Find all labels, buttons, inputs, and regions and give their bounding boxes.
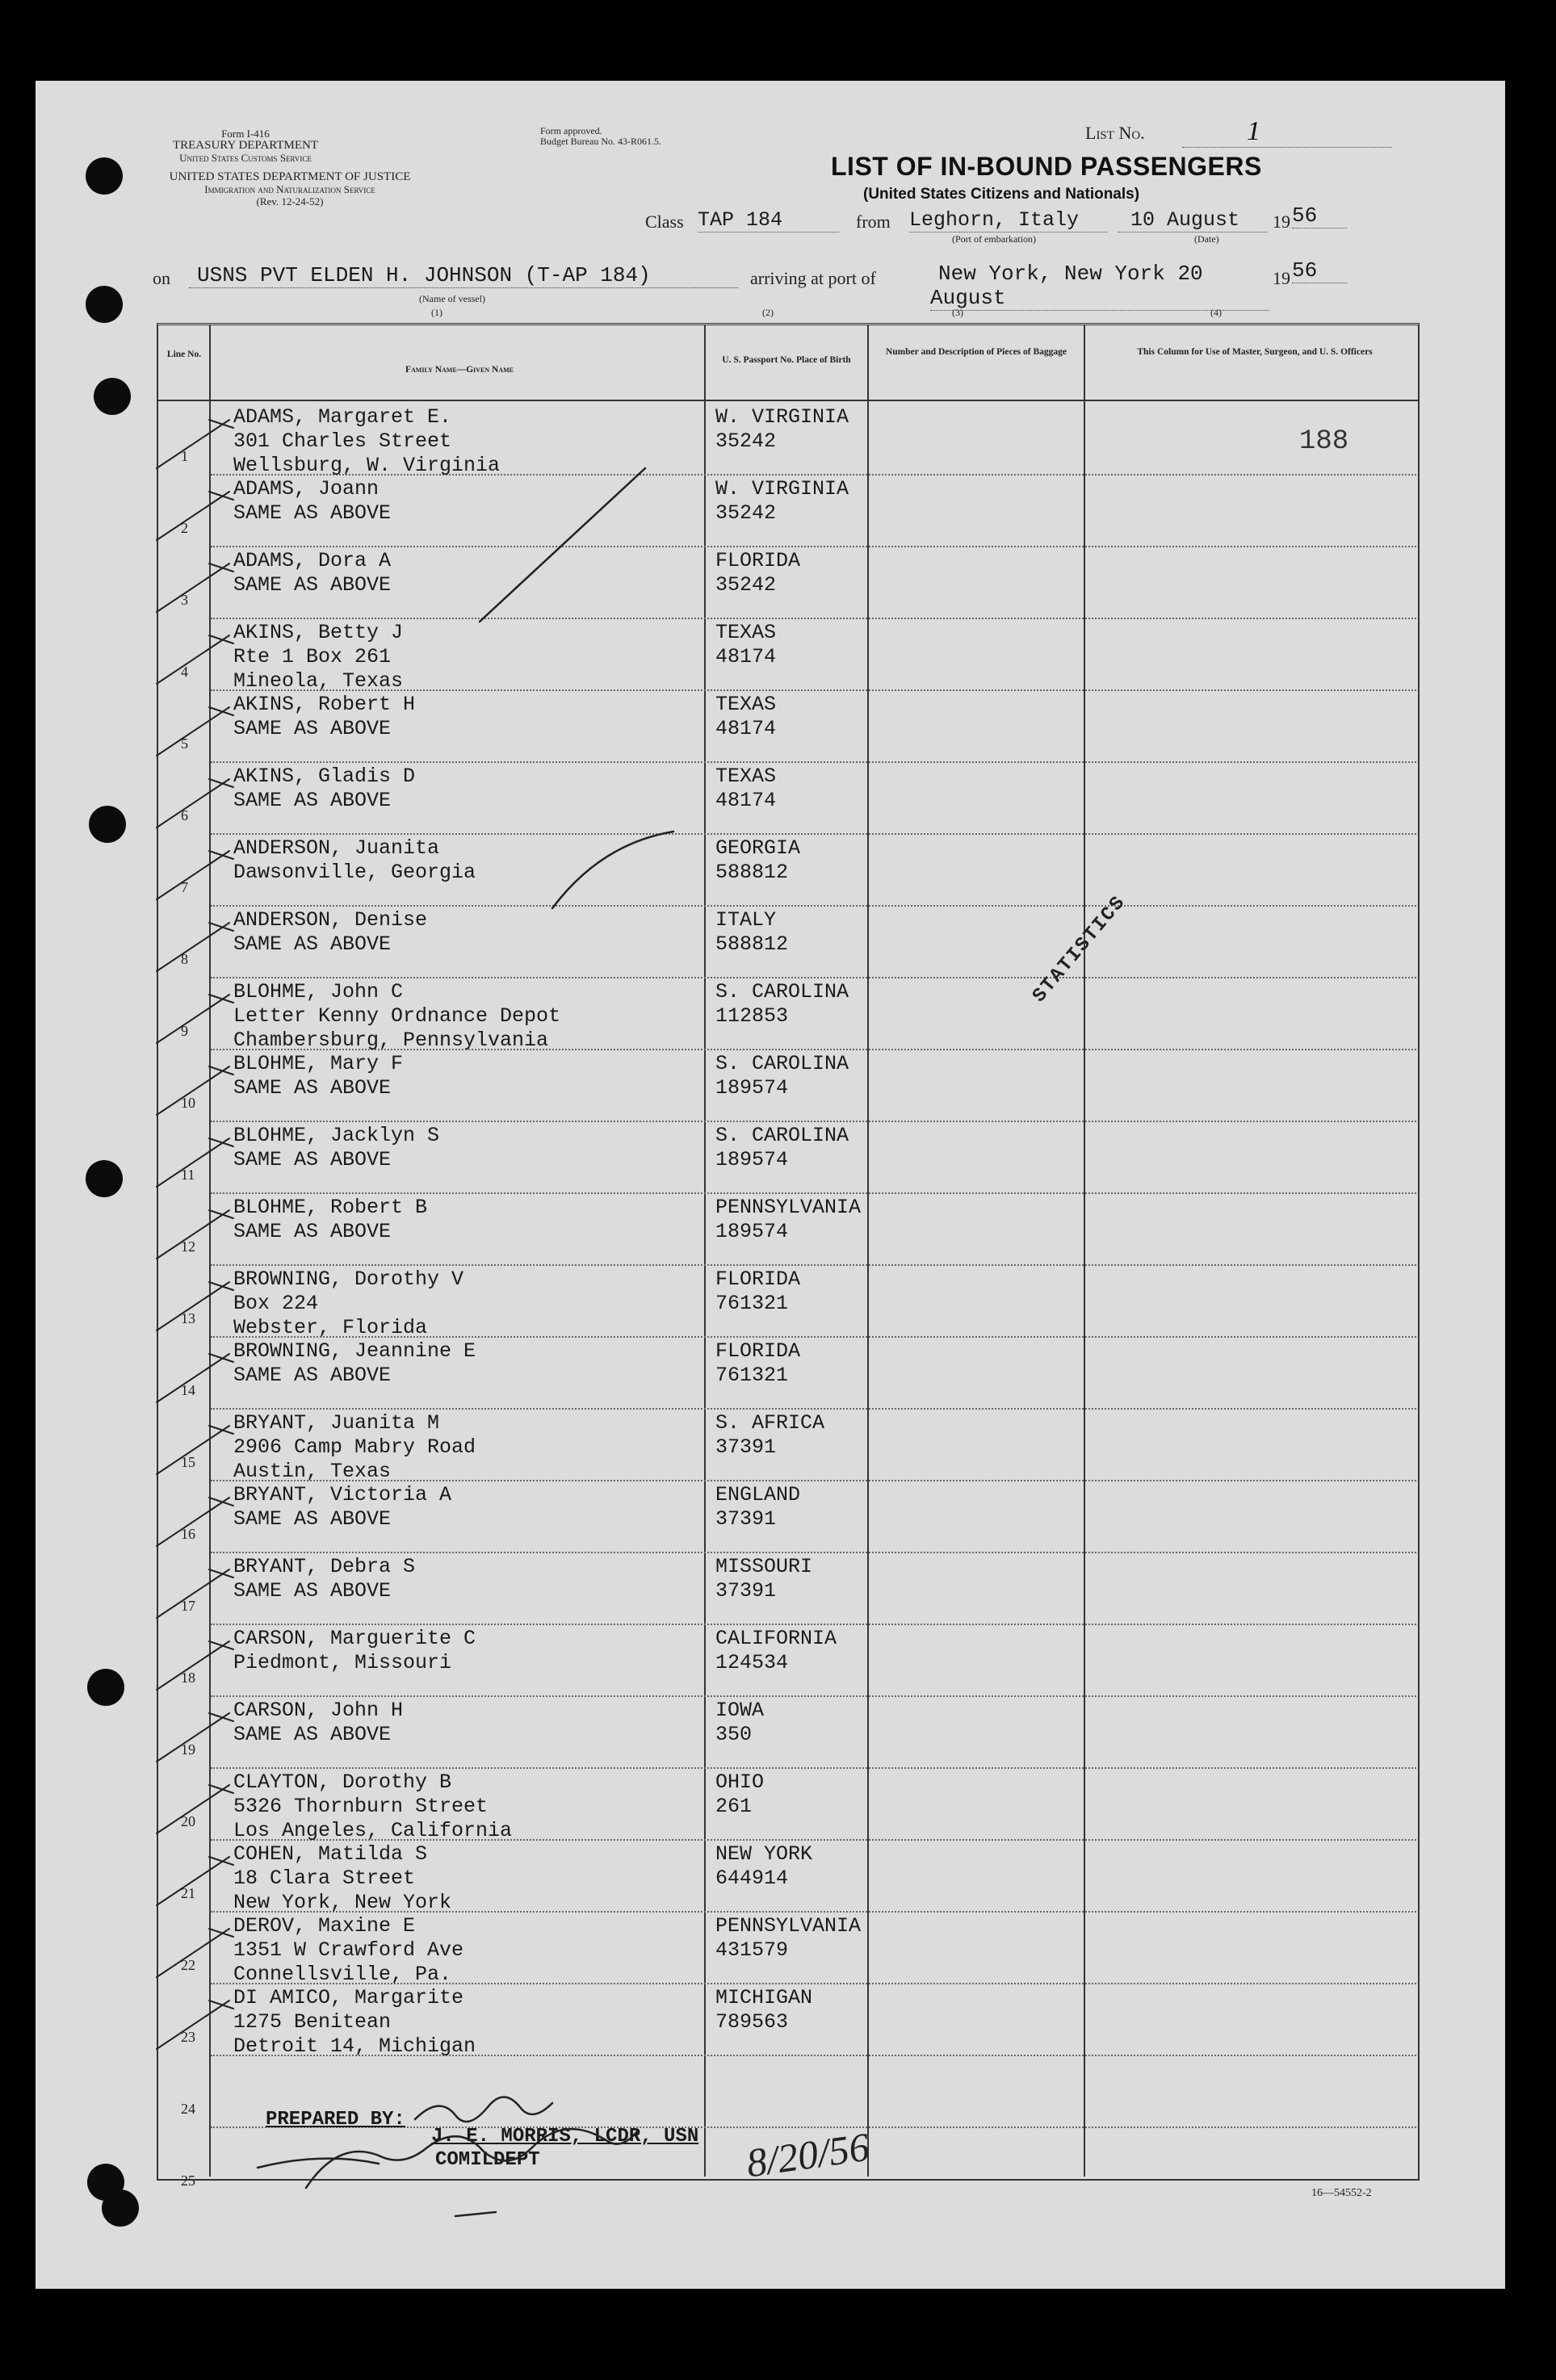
form-line: UNITED STATES DEPARTMENT OF JUSTICE xyxy=(169,170,411,183)
passenger-name: AKINS, Gladis D SAME AS ABOVE xyxy=(233,765,416,812)
tick-mark xyxy=(157,1785,233,1833)
passenger-name: BRYANT, Victoria A SAME AS ABOVE xyxy=(233,1483,452,1531)
line-number: 10 xyxy=(181,1095,195,1111)
place-of-birth: MICHIGAN 789563 xyxy=(715,1986,813,2034)
passenger-name: ANDERSON, Juanita Dawsonville, Georgia xyxy=(233,836,476,884)
signature-stroke xyxy=(306,2129,637,2188)
passenger-name: AKINS, Betty J Rte 1 Box 261 Mineola, Texas xyxy=(233,621,404,693)
passenger-name: BLOHME, Robert B SAME AS ABOVE xyxy=(233,1196,428,1243)
year-prefix: 19 xyxy=(1273,212,1290,232)
tick-mark xyxy=(157,1569,233,1618)
form-line: United States Customs Service xyxy=(179,152,312,164)
form-code: 16—54552-2 xyxy=(1311,2187,1372,2199)
line-number: 7 xyxy=(181,879,188,895)
prepared-by-label: PREPARED BY: xyxy=(266,2109,405,2131)
place-of-birth: TEXAS 48174 xyxy=(715,693,777,740)
place-of-birth: S. CAROLINA 189574 xyxy=(715,1124,849,1171)
pen-marks xyxy=(36,81,1505,2289)
col-number-3: (3) xyxy=(952,307,963,318)
tick-mark xyxy=(157,707,233,756)
passenger-name: BLOHME, Jacklyn S SAME AS ABOVE xyxy=(233,1124,440,1171)
signature-stroke xyxy=(258,2159,379,2168)
line-number: 25 xyxy=(181,2173,195,2189)
line-number: 3 xyxy=(181,592,188,608)
page-subtitle: (United States Citizens and Nationals) xyxy=(863,186,1140,203)
line-number: 9 xyxy=(181,1023,188,1039)
passenger-name: ADAMS, Margaret E. 301 Charles Street Wellsburg, W. Virginia xyxy=(233,405,501,477)
tick-mark xyxy=(157,492,233,540)
date-caption: (Date) xyxy=(1194,233,1219,245)
checkmark xyxy=(552,832,673,908)
line-number: 17 xyxy=(181,1598,195,1614)
place-of-birth: OHIO 261 xyxy=(715,1770,765,1818)
statistics-stamp: STATISTICS xyxy=(1029,891,1131,1008)
line-number: 5 xyxy=(181,735,188,752)
tick-mark xyxy=(157,1426,233,1474)
tick-mark xyxy=(157,1282,233,1330)
handwritten-date: 8/20/56 xyxy=(743,2123,872,2186)
passenger-name: ADAMS, Joann SAME AS ABOVE xyxy=(233,477,392,525)
prepared-by-name: J. E. MORRIS, LCDR, USN xyxy=(431,2126,699,2147)
passenger-name: DEROV, Maxine E 1351 W Crawford Ave Connellsville, Pa. xyxy=(233,1914,464,1986)
place-of-birth: W. VIRGINIA 35242 xyxy=(715,405,849,453)
list-no-label: List No. xyxy=(1085,123,1145,143)
port-of-embarkation: Leghorn, Italy xyxy=(909,208,1107,233)
tick-mark xyxy=(157,2001,233,2049)
passenger-name: BROWNING, Dorothy V Box 224 Webster, Florida xyxy=(233,1268,464,1339)
passenger-name: CARSON, Marguerite C Piedmont, Missouri xyxy=(233,1627,476,1674)
passenger-name: AKINS, Robert H SAME AS ABOVE xyxy=(233,693,416,740)
passenger-name: CLAYTON, Dorothy B 5326 Thornburn Street Los Angeles, California xyxy=(233,1770,513,1842)
place-of-birth: S. AFRICA 37391 xyxy=(715,1411,825,1459)
passenger-name: BRYANT, Juanita M 2906 Camp Mabry Road Austin, Texas xyxy=(233,1411,476,1483)
passenger-name: BLOHME, John C Letter Kenny Ordnance Depot Chambersburg, Pennsylvania xyxy=(233,980,561,1052)
header-line-no: Line No. xyxy=(166,350,202,359)
signature-stroke xyxy=(415,2097,552,2122)
port-caption: (Port of embarkation) xyxy=(952,233,1036,245)
line-number: 15 xyxy=(181,1454,195,1470)
tick-mark xyxy=(157,420,233,468)
place-of-birth: S. CAROLINA 112853 xyxy=(715,980,849,1028)
arriving-label: arriving at port of xyxy=(750,268,876,288)
signature-stroke xyxy=(455,2212,496,2216)
passenger-name: BROWNING, Jeannine E SAME AS ABOVE xyxy=(233,1339,476,1387)
approval-line: Form approved. xyxy=(540,125,602,136)
passenger-manifest-page xyxy=(36,81,1505,2289)
line-number: 4 xyxy=(181,664,188,680)
page-title: LIST OF IN-BOUND PASSENGERS xyxy=(831,152,1262,181)
line-number: 20 xyxy=(181,1813,195,1829)
passenger-name: COHEN, Matilda S 18 Clara Street New York, New York xyxy=(233,1842,452,1914)
place-of-birth: MISSOURI 37391 xyxy=(715,1555,813,1603)
tick-mark xyxy=(157,1354,233,1402)
col-number-4: (4) xyxy=(1210,307,1222,318)
passenger-name: ADAMS, Dora A SAME AS ABOVE xyxy=(233,549,392,597)
line-number: 14 xyxy=(181,1382,195,1398)
officer-note: 188 xyxy=(1299,426,1349,457)
passenger-name: ANDERSON, Denise SAME AS ABOVE xyxy=(233,908,428,956)
tick-mark xyxy=(157,1138,233,1187)
tick-mark xyxy=(157,923,233,971)
place-of-birth: ITALY 588812 xyxy=(715,908,789,956)
col-number-2: (2) xyxy=(762,307,774,318)
line-number: 13 xyxy=(181,1310,195,1326)
from-label: from xyxy=(856,212,891,232)
passenger-name: DI AMICO, Margarite 1275 Benitean Detroit 14, Michigan xyxy=(233,1986,476,2058)
prepared-by-dept: COMILDEPT xyxy=(435,2149,540,2171)
form-line: Form I-416 xyxy=(221,128,270,140)
on-label: on xyxy=(153,268,170,288)
place-of-birth: GEORGIA 588812 xyxy=(715,836,801,884)
form-line: (Rev. 12-24-52) xyxy=(256,195,324,207)
line-number: 18 xyxy=(181,1670,195,1686)
place-of-birth: PENNSYLVANIA 189574 xyxy=(715,1196,862,1243)
tick-mark xyxy=(157,1929,233,1977)
checkmark xyxy=(480,468,645,622)
place-of-birth: PENNSYLVANIA 431579 xyxy=(715,1914,862,1962)
arrival-year-prefix: 19 xyxy=(1273,268,1290,288)
form-line: TREASURY DEPARTMENT xyxy=(172,139,319,152)
line-number: 1 xyxy=(181,448,188,464)
class-value: TAP 184 xyxy=(698,208,839,233)
header-name: Family Name—Given Name xyxy=(405,365,514,375)
passenger-name: BRYANT, Debra S SAME AS ABOVE xyxy=(233,1555,416,1603)
line-number: 2 xyxy=(181,520,188,536)
tick-mark xyxy=(157,635,233,684)
tick-mark xyxy=(157,1641,233,1690)
place-of-birth: NEW YORK 644914 xyxy=(715,1842,813,1890)
line-number: 24 xyxy=(181,2101,195,2117)
embarkation-date-value: 10 August xyxy=(1130,208,1240,232)
passenger-name: CARSON, John H SAME AS ABOVE xyxy=(233,1699,404,1746)
place-of-birth: ENGLAND 37391 xyxy=(715,1483,801,1531)
place-of-birth: FLORIDA 761321 xyxy=(715,1339,801,1387)
place-of-birth: IOWA 350 xyxy=(715,1699,765,1746)
place-of-birth: W. VIRGINIA 35242 xyxy=(715,477,849,525)
tick-mark xyxy=(157,1498,233,1546)
tick-mark xyxy=(157,779,233,828)
place-of-birth: TEXAS 48174 xyxy=(715,765,777,812)
arrival-port-value: New York, New York 20 August xyxy=(930,262,1203,310)
place-of-birth: TEXAS 48174 xyxy=(715,621,777,668)
line-number: 11 xyxy=(181,1167,195,1183)
header-baggage: Number and Description of Pieces of Baggage xyxy=(885,347,1067,357)
place-of-birth: FLORIDA 761321 xyxy=(715,1268,801,1315)
header-officers: This Column for Use of Master, Surgeon, and U. S. Officers xyxy=(1137,347,1373,357)
tick-mark xyxy=(157,1066,233,1115)
list-no-value: 1 xyxy=(1247,116,1260,146)
line-number: 21 xyxy=(181,1885,195,1901)
tick-mark xyxy=(157,564,233,612)
header-passport: U. S. Passport No. Place of Birth xyxy=(722,355,851,365)
place-of-birth: S. CAROLINA 189574 xyxy=(715,1052,849,1100)
line-number: 22 xyxy=(181,1957,195,1973)
passenger-name: BLOHME, Mary F SAME AS ABOVE xyxy=(233,1052,404,1100)
line-number: 6 xyxy=(181,807,188,823)
line-number: 16 xyxy=(181,1526,195,1542)
line-number: 23 xyxy=(181,2029,195,2045)
vessel-caption: (Name of vessel) xyxy=(419,293,485,304)
vessel-col-number: (1) xyxy=(431,307,442,318)
line-number: 19 xyxy=(181,1741,195,1758)
place-of-birth: FLORIDA 35242 xyxy=(715,549,801,597)
tick-mark xyxy=(157,1210,233,1259)
class-label: Class xyxy=(645,212,684,232)
approval-line: Budget Bureau No. 43-R061.5. xyxy=(540,136,661,147)
place-of-birth: CALIFORNIA 124534 xyxy=(715,1627,837,1674)
year-value: 56 xyxy=(1292,203,1347,228)
vessel-name-value: USNS PVT ELDEN H. JOHNSON (T-AP 184) xyxy=(197,263,651,287)
arrival-year: 56 xyxy=(1292,258,1347,283)
tick-mark xyxy=(157,851,233,899)
form-line: Immigration and Naturalization Service xyxy=(204,183,375,195)
tick-mark xyxy=(157,995,233,1043)
tick-mark xyxy=(157,1713,233,1762)
line-number: 12 xyxy=(181,1238,195,1255)
line-number: 8 xyxy=(181,951,188,967)
tick-mark xyxy=(157,1857,233,1905)
